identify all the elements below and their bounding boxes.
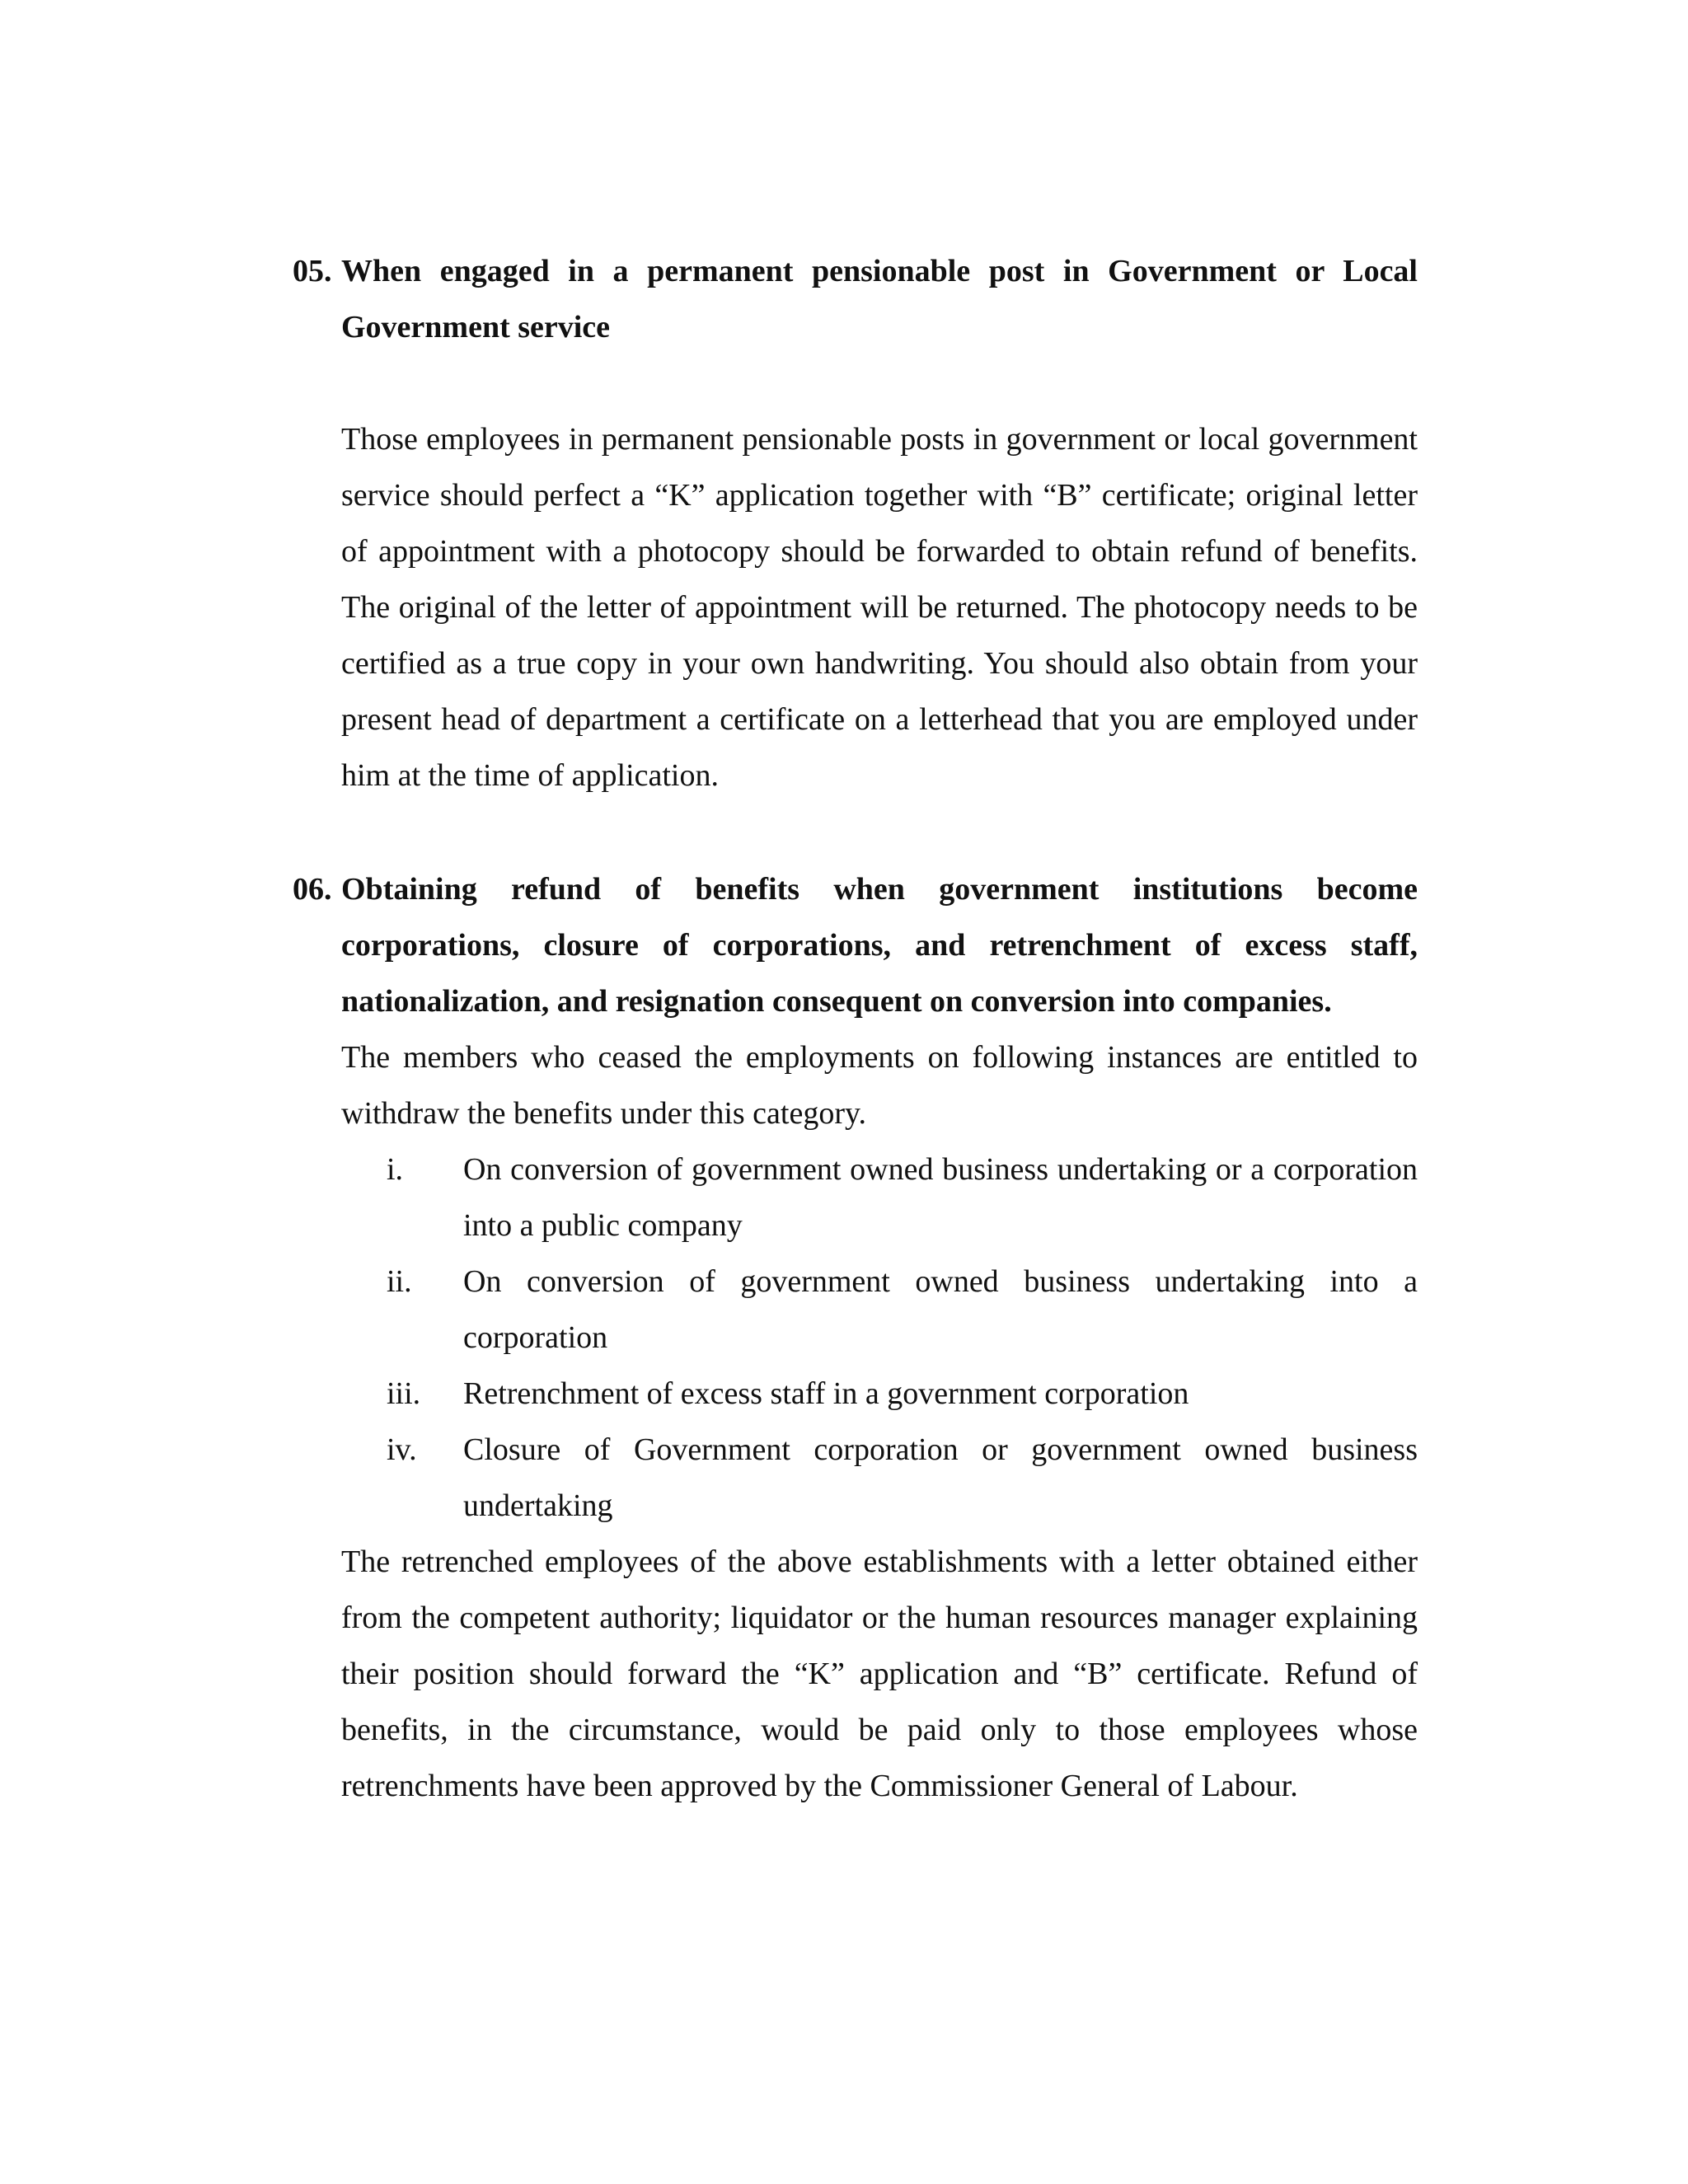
list-item-text: Retrenchment of excess staff in a government corporation <box>463 1376 1189 1411</box>
list-item-text: On conversion of government owned business undertaking into a corporation <box>463 1264 1418 1355</box>
section-05-heading: When engaged in a permanent pensionable post in Government or Local Government service <box>341 254 1418 344</box>
section-06 <box>293 861 1418 1814</box>
list-item <box>341 1254 1418 1366</box>
spacer <box>293 355 1418 411</box>
list-item-text: Closure of Government corporation or government owned business undertaking <box>463 1432 1418 1523</box>
section-06-intro: The members who ceased the employments on following instances are entitled to withdraw the benefits under this category. <box>341 1040 1418 1131</box>
list-item <box>341 1141 1418 1254</box>
section-06-number: 06. <box>293 872 332 907</box>
list-item <box>341 1422 1418 1534</box>
section-05 <box>293 243 1418 804</box>
list-item-number: iv. <box>387 1432 417 1467</box>
section-06-heading: Obtaining refund of benefits when government institutions become corporations, closure of corporations, and retrenchment of excess staff, nationalization, and resignation consequent on conversion into companies. <box>341 872 1418 1019</box>
section-05-number: 05. <box>293 254 332 288</box>
section-05-body: Those employees in permanent pensionable posts in government or local government service should perfect a “K” application together with “B” certificate; original letter of appointment with a photocopy should be forwarded to obtain refund of benefits. The original of the letter of appointment will be returned. The photocopy needs to be certified as a true copy in your own handwriting. You should also obtain from your present head of department a certificate on a letterhead that you are employed under him at the time of application. <box>341 422 1418 793</box>
list-item-number: i. <box>387 1152 404 1187</box>
section-06-list <box>341 1141 1418 1534</box>
list-item <box>341 1366 1418 1422</box>
list-item-text: On conversion of government owned business undertaking or a corporation into a public company <box>463 1152 1418 1243</box>
section-06-closing: The retrenched employees of the above establishments with a letter obtained either from the competent authority; liquidator or the human resources manager explaining their position should forward the “K” application and “B” certificate. Refund of benefits, in the circumstance, would be paid only to those employees whose retrenchments have been approved by the Commissioner General of Labour. <box>341 1544 1418 1803</box>
list-item-number: iii. <box>387 1376 421 1411</box>
list-item-number: ii. <box>387 1264 412 1299</box>
